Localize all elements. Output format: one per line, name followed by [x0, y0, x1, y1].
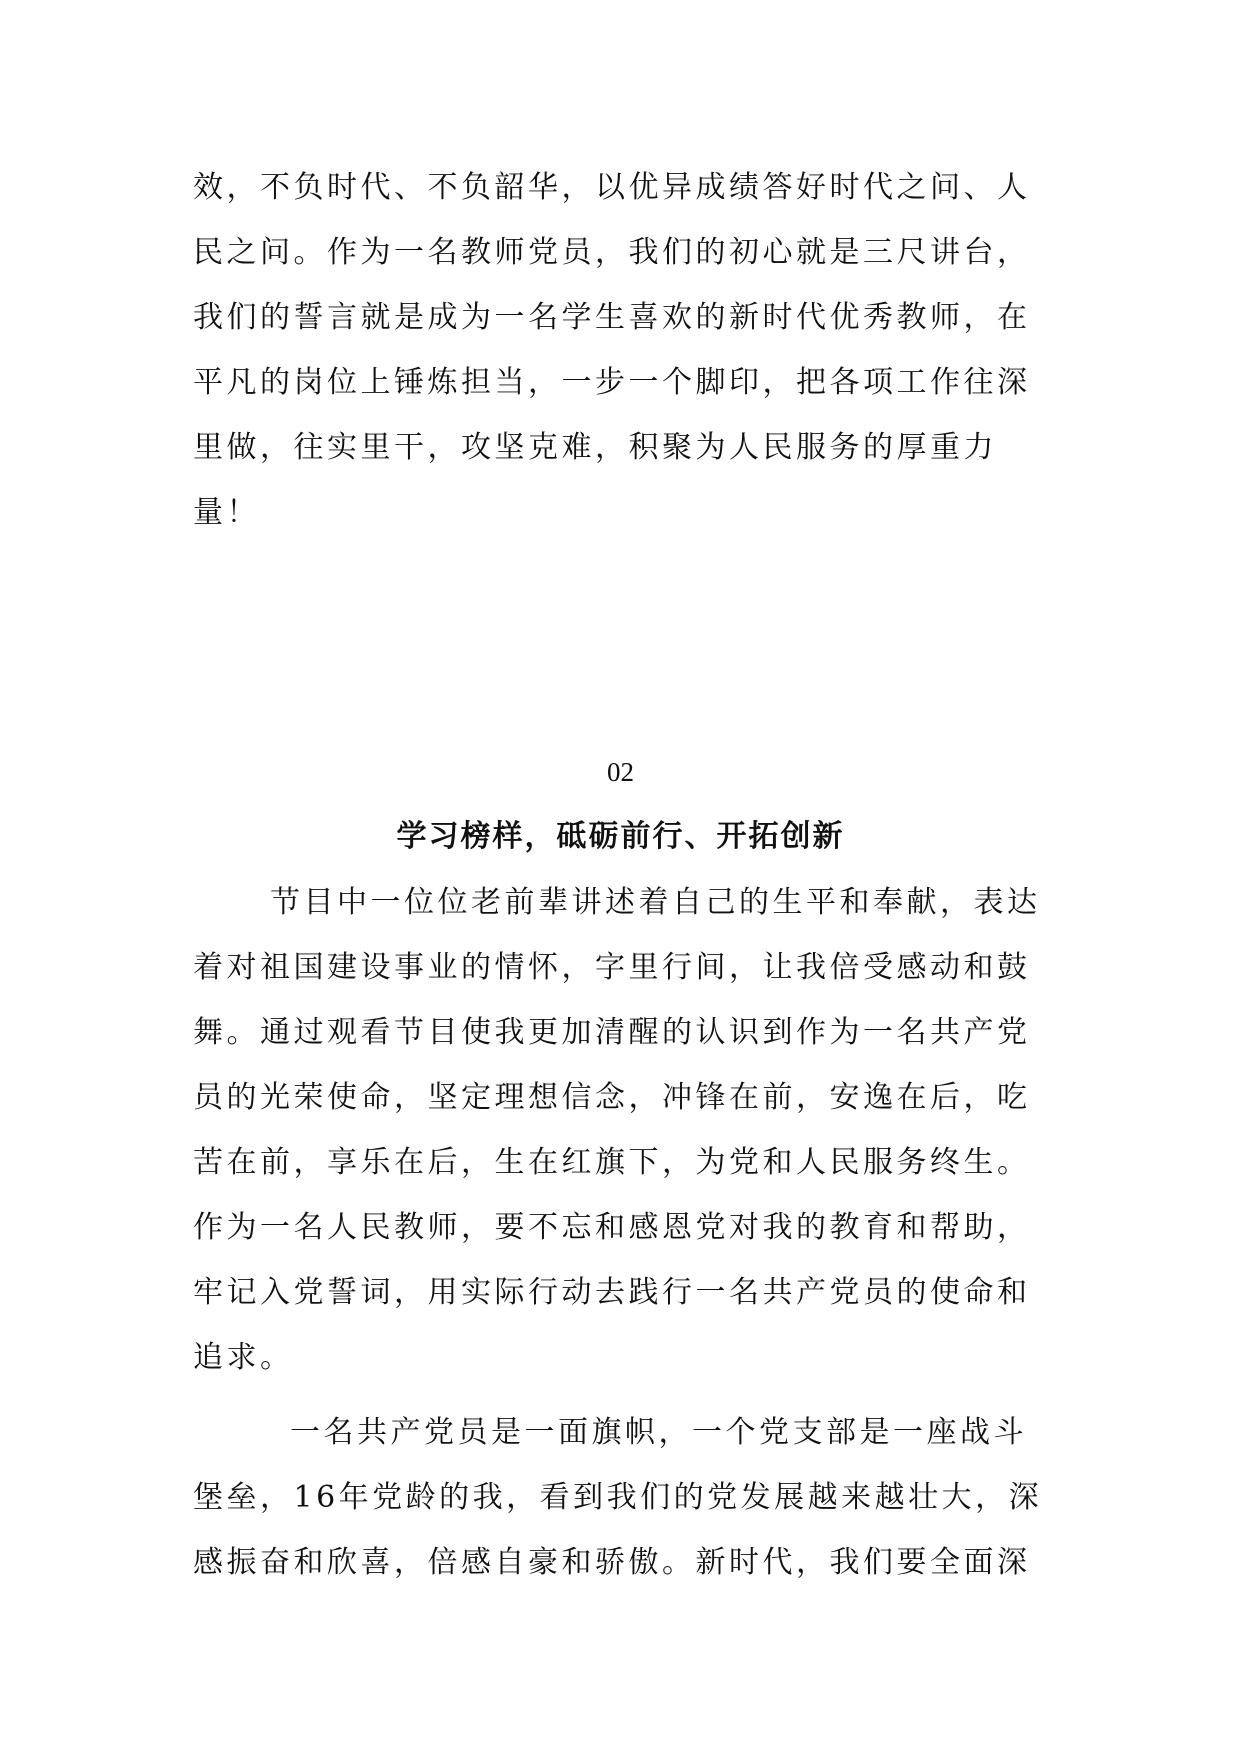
- section-title: 学习榜样，砥砺前行、开拓创新: [396, 819, 845, 854]
- paragraph-1-line-4: 平凡的岗位上锤炼担当，一步一个脚印，把各项工作往深: [193, 365, 1031, 400]
- paragraph-2-line-8: 追求。: [193, 1340, 294, 1375]
- paragraph-2-line-7: 牢记入党誓词，用实际行动去践行一名共产党员的使命和: [193, 1275, 1031, 1310]
- paragraph-1-line-1: 效，不负时代、不负韶华，以优异成绩答好时代之问、人: [193, 170, 1031, 205]
- paragraph-2-line-5: 苦在前，享乐在后，生在红旗下，为党和人民服务终生。: [193, 1145, 1031, 1180]
- paragraph-1-line-3: 我们的誓言就是成为一名学生喜欢的新时代优秀教师，在: [193, 300, 1031, 335]
- section-number: 02: [607, 757, 634, 787]
- paragraph-2-line-3: 舞。通过观看节目使我更加清醒的认识到作为一名共产党: [193, 1015, 1031, 1050]
- paragraph-2-line-6: 作为一名人民教师，要不忘和感恩党对我的教育和帮助，: [193, 1210, 1031, 1245]
- paragraph-1-line-6: 量！: [193, 495, 260, 530]
- paragraph-1-line-5: 里做，往实里干，攻坚克难，积聚为人民服务的厚重力: [193, 430, 997, 465]
- paragraph-2-line-2: 着对祖国建设事业的情怀，字里行间，让我倍受感动和鼓: [193, 950, 1031, 985]
- paragraph-1-line-2: 民之问。作为一名教师党员，我们的初心就是三尺讲台，: [193, 235, 1031, 270]
- paragraph-2-line-4: 员的光荣使命，坚定理想信念，冲锋在前，安逸在后，吃: [193, 1080, 1031, 1115]
- paragraph-2-line-1: 节目中一位位老前辈讲述着自己的生平和奉献，表达: [270, 885, 1041, 920]
- paragraph-3-line-2: 堡垒，16年党龄的我，看到我们的党发展越来越壮大，深: [193, 1480, 1043, 1515]
- paragraph-3-line-1: 一名共产党员是一面旗帜，一个党支部是一座战斗: [290, 1415, 1027, 1450]
- paragraph-3-line-3: 感振奋和欣喜，倍感自豪和骄傲。新时代，我们要全面深: [193, 1545, 1031, 1580]
